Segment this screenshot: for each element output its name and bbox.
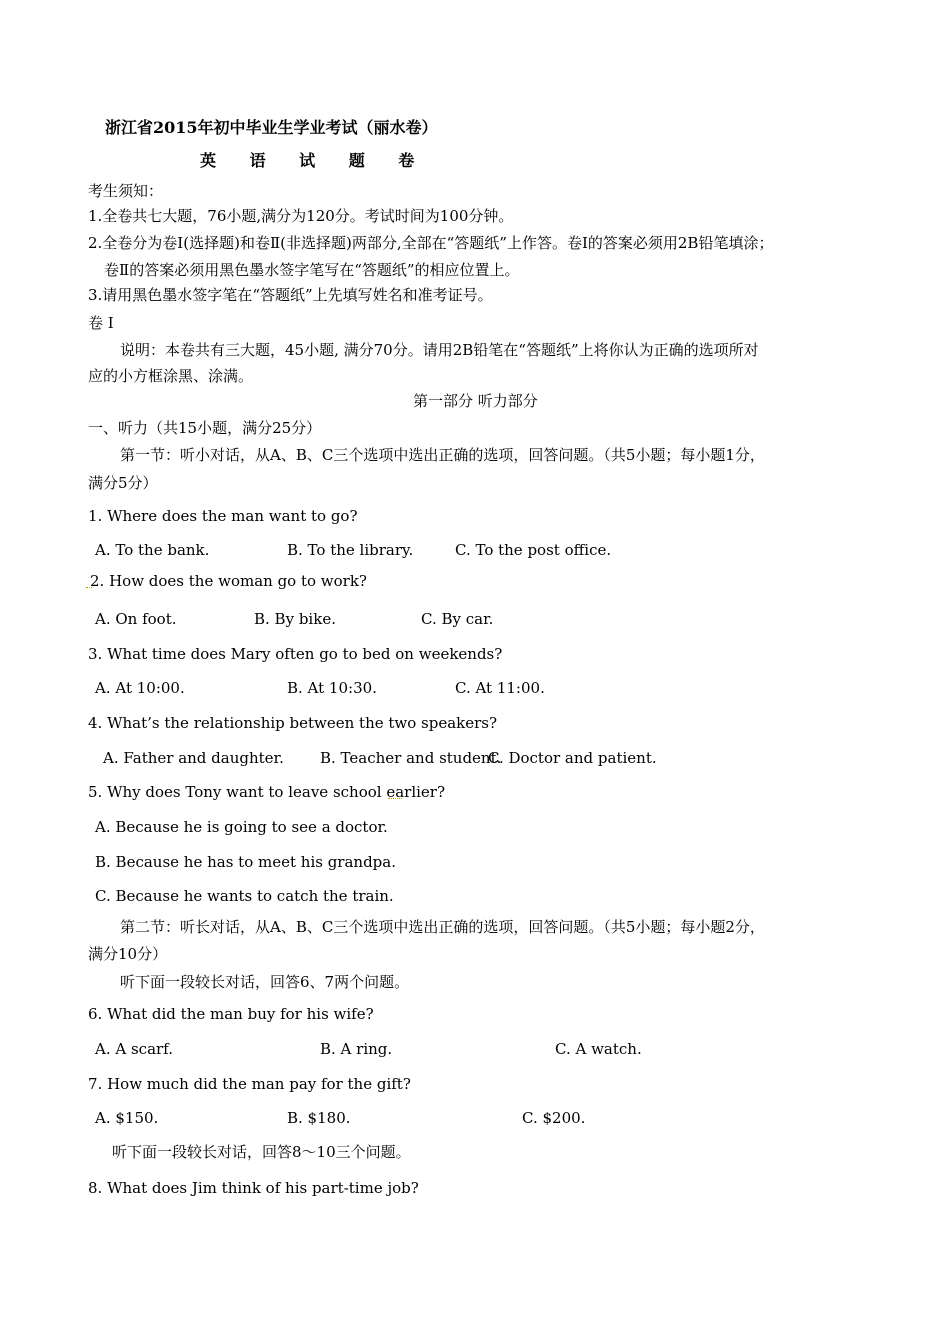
notice-item-1: 1.全卷共七大题，76小题,满分为120分。考试时间为100分钟。 [88, 207, 514, 225]
page-subtitle: 英 语 试 题 卷 [200, 151, 429, 170]
volume-description-cont: 应的小方框涂黑、涂满。 [88, 367, 254, 385]
q6-option-c: C. A watch. [555, 1040, 642, 1058]
question-6: 6. What did the man buy for his wife? [88, 1005, 374, 1023]
q3-option-b: B. At 10:30. [287, 679, 377, 697]
question-7: 7. How much did the man pay for the gift? [88, 1075, 411, 1093]
q1-option-b: B. To the library. [287, 541, 414, 559]
question-1: 1. Where does the man want to go? [88, 507, 358, 525]
notice-item-3: 3.请用黑色墨水签字笔在“答题纸”上先填写姓名和准考证号。 [88, 286, 493, 304]
subsection-1-instruction-cont: 满分5分） [88, 474, 158, 492]
question-3: 3. What time does Mary often go to bed on weekends? [88, 645, 503, 663]
part-heading: 第一部分 听力部分 [413, 392, 538, 410]
subsection-2-instruction: 第二节：听长对话，从A、B、C三个选项中选出正确的选项，回答问题。（共5小题；每小题2分， [120, 918, 765, 936]
page-title: 浙江省2015年初中毕业生学业考试（丽水卷） [105, 118, 438, 137]
q7-option-a: A. $150. [95, 1109, 159, 1127]
q1-option-c: C. To the post office. [455, 541, 612, 559]
q2-option-c: C. By car. [421, 610, 494, 628]
notice-item-2-cont: 卷Ⅱ的答案必须用黑色墨水签字笔写在“答题纸”的相应位置上。 [104, 261, 520, 279]
q7-option-b: B. $180. [287, 1109, 351, 1127]
question-2: 2. How does the woman go to work? [90, 572, 367, 590]
question-8: 8. What does Jim think of his part-time job? [88, 1179, 419, 1197]
q5-option-c: C. Because he wants to catch the train. [95, 887, 394, 905]
subsection-2-instruction-cont: 满分10分） [88, 945, 168, 963]
volume-label: 卷 Ⅰ [88, 314, 114, 332]
q7-option-c: C. $200. [522, 1109, 586, 1127]
q5-option-b: B. Because he has to meet his grandpa. [95, 853, 396, 871]
q6-option-a: A. A scarf. [95, 1040, 173, 1058]
dialogue-intro-8-10: 听下面一段较长对话，回答8～10三个问题。 [112, 1143, 411, 1161]
q6-option-b: B. A ring. [320, 1040, 393, 1058]
q2-option-b: B. By bike. [254, 610, 336, 628]
q1-option-a: A. To the bank. [95, 541, 210, 559]
question-4: 4. What’s the relationship between the two speakers? [88, 714, 498, 732]
q3-option-a: A. At 10:00. [95, 679, 185, 697]
annotation-mark [388, 795, 402, 799]
volume-description: 说明：本卷共有三大题，45小题, 满分70分。请用2B铅笔在“答题纸”上将你认为正确的选项所对 [120, 341, 759, 359]
notice-item-2: 2.全卷分为卷I(选择题)和卷Ⅱ(非选择题)两部分,全部在“答题纸”上作答。卷I的答案必须用2B铅笔填涂； [88, 234, 774, 252]
q4-option-b: B. Teacher and student. [320, 749, 502, 767]
q2-option-a: A. On foot. [95, 610, 177, 628]
question-5: 5. Why does Tony want to leave school earlier? [88, 783, 446, 801]
dialogue-intro-6-7: 听下面一段较长对话，回答6、7两个问题。 [120, 973, 410, 991]
q4-option-c: C. Doctor and patient. [488, 749, 657, 767]
subsection-1-instruction: 第一节：听小对话，从A、B、C三个选项中选出正确的选项，回答问题。（共5小题；每小题1分， [120, 446, 765, 464]
q4-option-a: A. Father and daughter. [103, 749, 284, 767]
section-heading: 一、听力（共15小题，满分25分） [88, 419, 322, 437]
q3-option-c: C. At 11:00. [455, 679, 545, 697]
q5-option-a: A. Because he is going to see a doctor. [95, 818, 388, 836]
notice-heading: 考生须知： [88, 182, 164, 200]
